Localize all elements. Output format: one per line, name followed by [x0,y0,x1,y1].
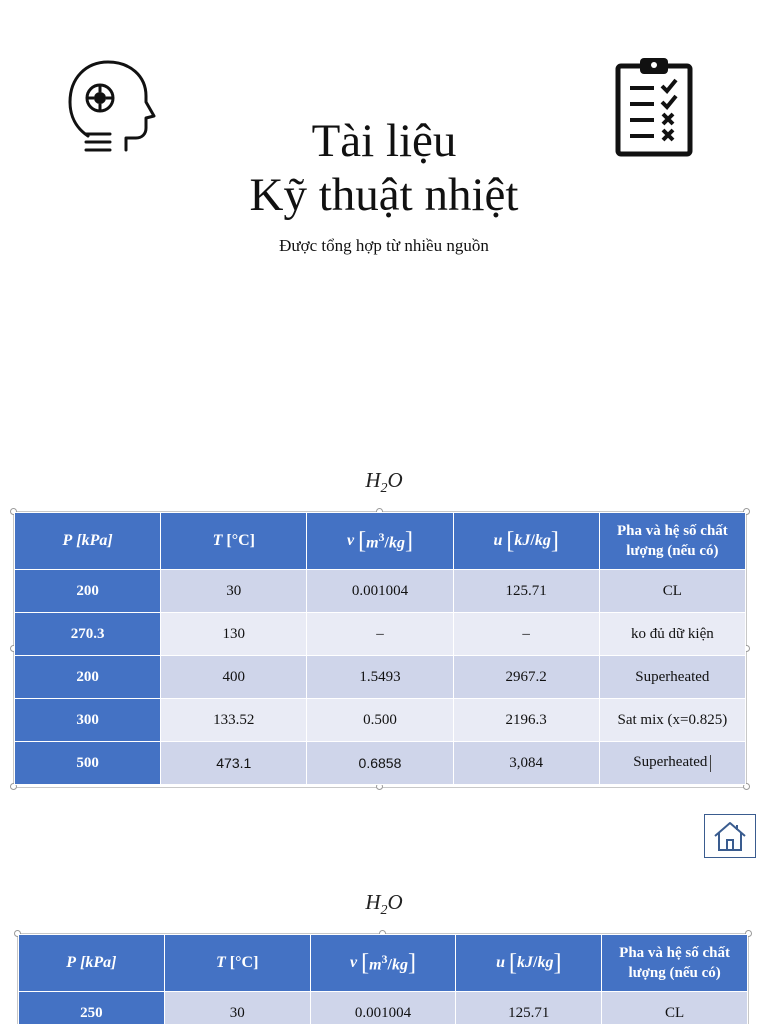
table-row [19,992,748,1024]
cell-pressure[interactable]: 300 [15,699,161,742]
cell-phase[interactable]: CL [602,992,748,1024]
column-header-phase[interactable]: Pha và hệ số chất lượng (nếu có) [602,935,748,992]
cell-internal-energy[interactable]: 2196.3 [453,699,599,742]
cell-pressure[interactable]: 270.3 [15,613,161,656]
cell-specific-volume[interactable]: 0.001004 [307,570,453,613]
column-header-phase[interactable]: Pha và hệ số chất lượng (nếu có) [599,513,745,570]
cell-pressure[interactable]: 200 [15,570,161,613]
cell-phase-text: Superheated [633,754,708,771]
table-row [15,613,746,656]
table-header-row [15,513,746,570]
cell-phase[interactable]: Sat mix (x=0.825) [599,699,745,742]
page-title-line1: Tài liệu [311,115,457,167]
cell-internal-energy[interactable]: 125.71 [456,992,602,1024]
column-header-pressure[interactable]: P [kPa] [15,513,161,570]
home-button[interactable] [704,814,756,858]
column-header-temperature[interactable]: T [°C] [161,513,307,570]
cell-temperature[interactable]: 473.1 [161,742,307,785]
cell-temperature[interactable]: 30 [161,570,307,613]
cell-phase[interactable]: ko đủ dữ kiện [599,613,745,656]
cell-temperature[interactable]: 30 [164,992,310,1024]
cell-internal-energy[interactable]: 125.71 [453,570,599,613]
table2-caption: $H_2O$ [365,890,403,919]
table-row [15,570,746,613]
table-row [15,656,746,699]
cell-specific-volume[interactable]: 1.5493 [307,656,453,699]
cell-temperature[interactable]: 133.52 [161,699,307,742]
table-header-row [19,935,748,992]
table-row [15,742,746,785]
column-header-temperature[interactable]: T [°C] [164,935,310,992]
cell-specific-volume[interactable]: 0.6858 [307,742,453,785]
cell-phase-editing[interactable] [599,742,745,785]
cell-internal-energy[interactable]: – [453,613,599,656]
page-subtitle: Được tổng hợp từ nhiều nguồn [279,236,489,255]
table2[interactable] [18,934,748,1024]
cell-specific-volume[interactable]: – [307,613,453,656]
column-header-pressure[interactable]: P [kPa] [19,935,165,992]
cell-pressure[interactable]: 250 [19,992,165,1024]
cell-internal-energy[interactable]: 3,084 [453,742,599,785]
column-header-specific-volume[interactable]: v $[m^3/kg]$ [310,935,456,992]
column-header-specific-volume[interactable]: v $[m^3/kg]$ [307,513,453,570]
cell-phase[interactable]: Superheated [599,656,745,699]
text-cursor [710,755,711,772]
cell-temperature[interactable]: 400 [161,656,307,699]
cell-phase[interactable]: CL [599,570,745,613]
table1[interactable] [14,512,746,785]
cell-internal-energy[interactable]: 2967.2 [453,656,599,699]
page-title-line2: Kỹ thuật nhiệt [249,169,519,221]
table1-caption: $H_2O$ [365,468,403,497]
table-row [15,699,746,742]
column-header-internal-energy[interactable]: u [kJ/kg] [453,513,599,570]
column-header-internal-energy[interactable]: u [kJ/kg] [456,935,602,992]
cell-temperature[interactable]: 130 [161,613,307,656]
home-icon [712,819,748,853]
cell-specific-volume[interactable]: 0.001004 [310,992,456,1024]
cell-specific-volume[interactable]: 0.500 [307,699,453,742]
cell-pressure[interactable]: 200 [15,656,161,699]
cell-pressure[interactable]: 500 [15,742,161,785]
